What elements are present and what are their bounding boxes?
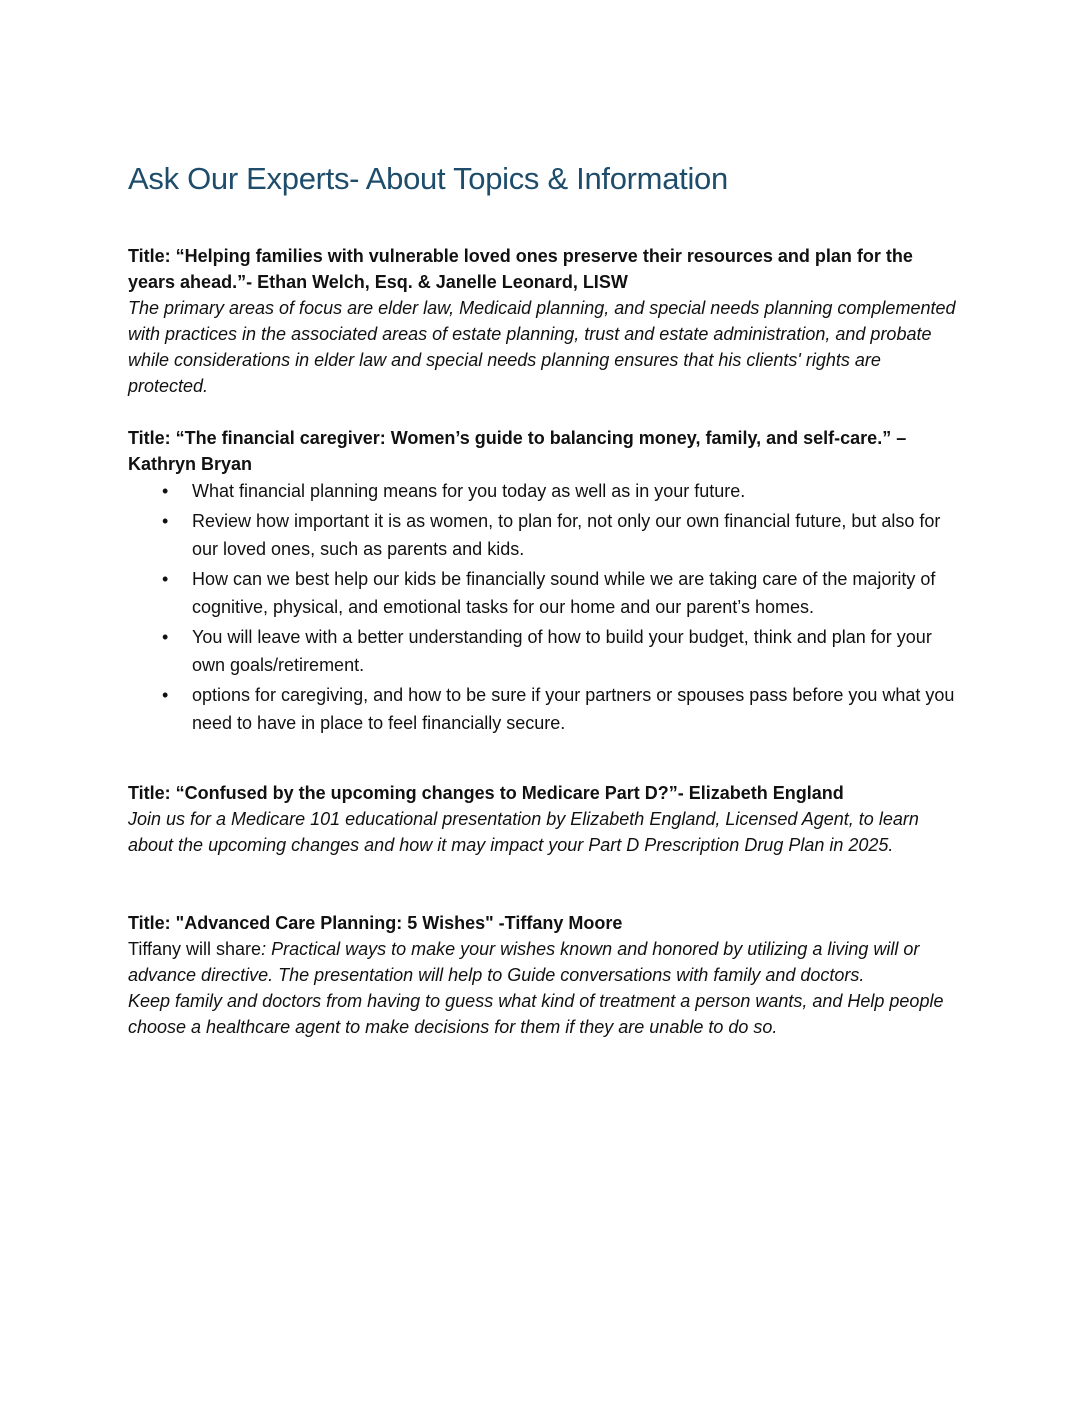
- section-description-2: Keep family and doctors from having to guess what kind of treatment a person wants, and Help people choose a healthcare agent to make decisions for them if they are unable to do so.: [128, 991, 944, 1038]
- bullet-icon: •: [162, 627, 169, 648]
- bullet-icon: •: [162, 481, 169, 502]
- list-item-text: You will leave with a better understanding of how to build your budget, think and plan for your own goals/retirement.: [192, 627, 932, 676]
- bullet-icon: •: [162, 685, 169, 706]
- document-page: [128, 160, 958, 1040]
- bullet-icon: •: [162, 569, 169, 590]
- list-item: [128, 477, 958, 505]
- section-heading: Title: “The financial caregiver: Women’s guide to balancing money, family, and self-care.” – Kathryn Bryan: [128, 428, 907, 475]
- bullet-list: [128, 477, 958, 737]
- page-title: Ask Our Experts- About Topics & Information: [128, 161, 728, 196]
- section-heading: Title: “Confused by the upcoming changes to Medicare Part D?”- Elizabeth England: [128, 783, 844, 804]
- section-description-text: : Practical ways to make your wishes known and honored by utilizing a living will or advance directive. The presentation will help to Guide conversations with family and doctors.: [128, 939, 920, 986]
- list-item: [128, 565, 958, 621]
- section-heading: Title: "Advanced Care Planning: 5 Wishes" -Tiffany Moore: [128, 913, 623, 934]
- list-item-text: options for caregiving, and how to be sure if your partners or spouses pass before you what you need to have in place to feel financially secure.: [192, 685, 955, 734]
- list-item: [128, 623, 958, 679]
- list-item: [128, 507, 958, 563]
- list-item-text: What financial planning means for you today as well as in your future.: [192, 481, 746, 502]
- section-heading: Title: “Helping families with vulnerable loved ones preserve their resources and plan for the years ahead.”- Ethan Welch, Esq. & Janelle Leonard, LISW: [128, 246, 913, 293]
- list-item: [128, 681, 958, 737]
- section-description: The primary areas of focus are elder law, Medicaid planning, and special needs planning complemented with practices in the associated areas of estate planning, trust and estate administration, and probate while considerations in elder law and special needs planning ensures that his clients' rights are protected.: [128, 298, 956, 397]
- bullet-icon: •: [162, 511, 169, 532]
- list-item-text: Review how important it is as women, to plan for, not only our own financial future, but also for our loved ones, such as parents and kids.: [192, 511, 941, 560]
- list-item-text: How can we best help our kids be financially sound while we are taking care of the majority of cognitive, physical, and emotional tasks for our home and our parent’s homes.: [192, 569, 936, 618]
- section-description: [128, 936, 958, 988]
- section-intro: Tiffany will share: [128, 939, 262, 960]
- section-medicare-part-d: [128, 780, 958, 858]
- section-elder-law: [128, 243, 958, 399]
- section-financial-caregiver: [128, 425, 958, 737]
- section-description: Join us for a Medicare 101 educational presentation by Elizabeth England, Licensed Agent, to learn about the upcoming changes and how it may impact your Part D Prescription Drug Plan in 2025.: [128, 809, 919, 856]
- section-advanced-care-planning: [128, 910, 958, 1040]
